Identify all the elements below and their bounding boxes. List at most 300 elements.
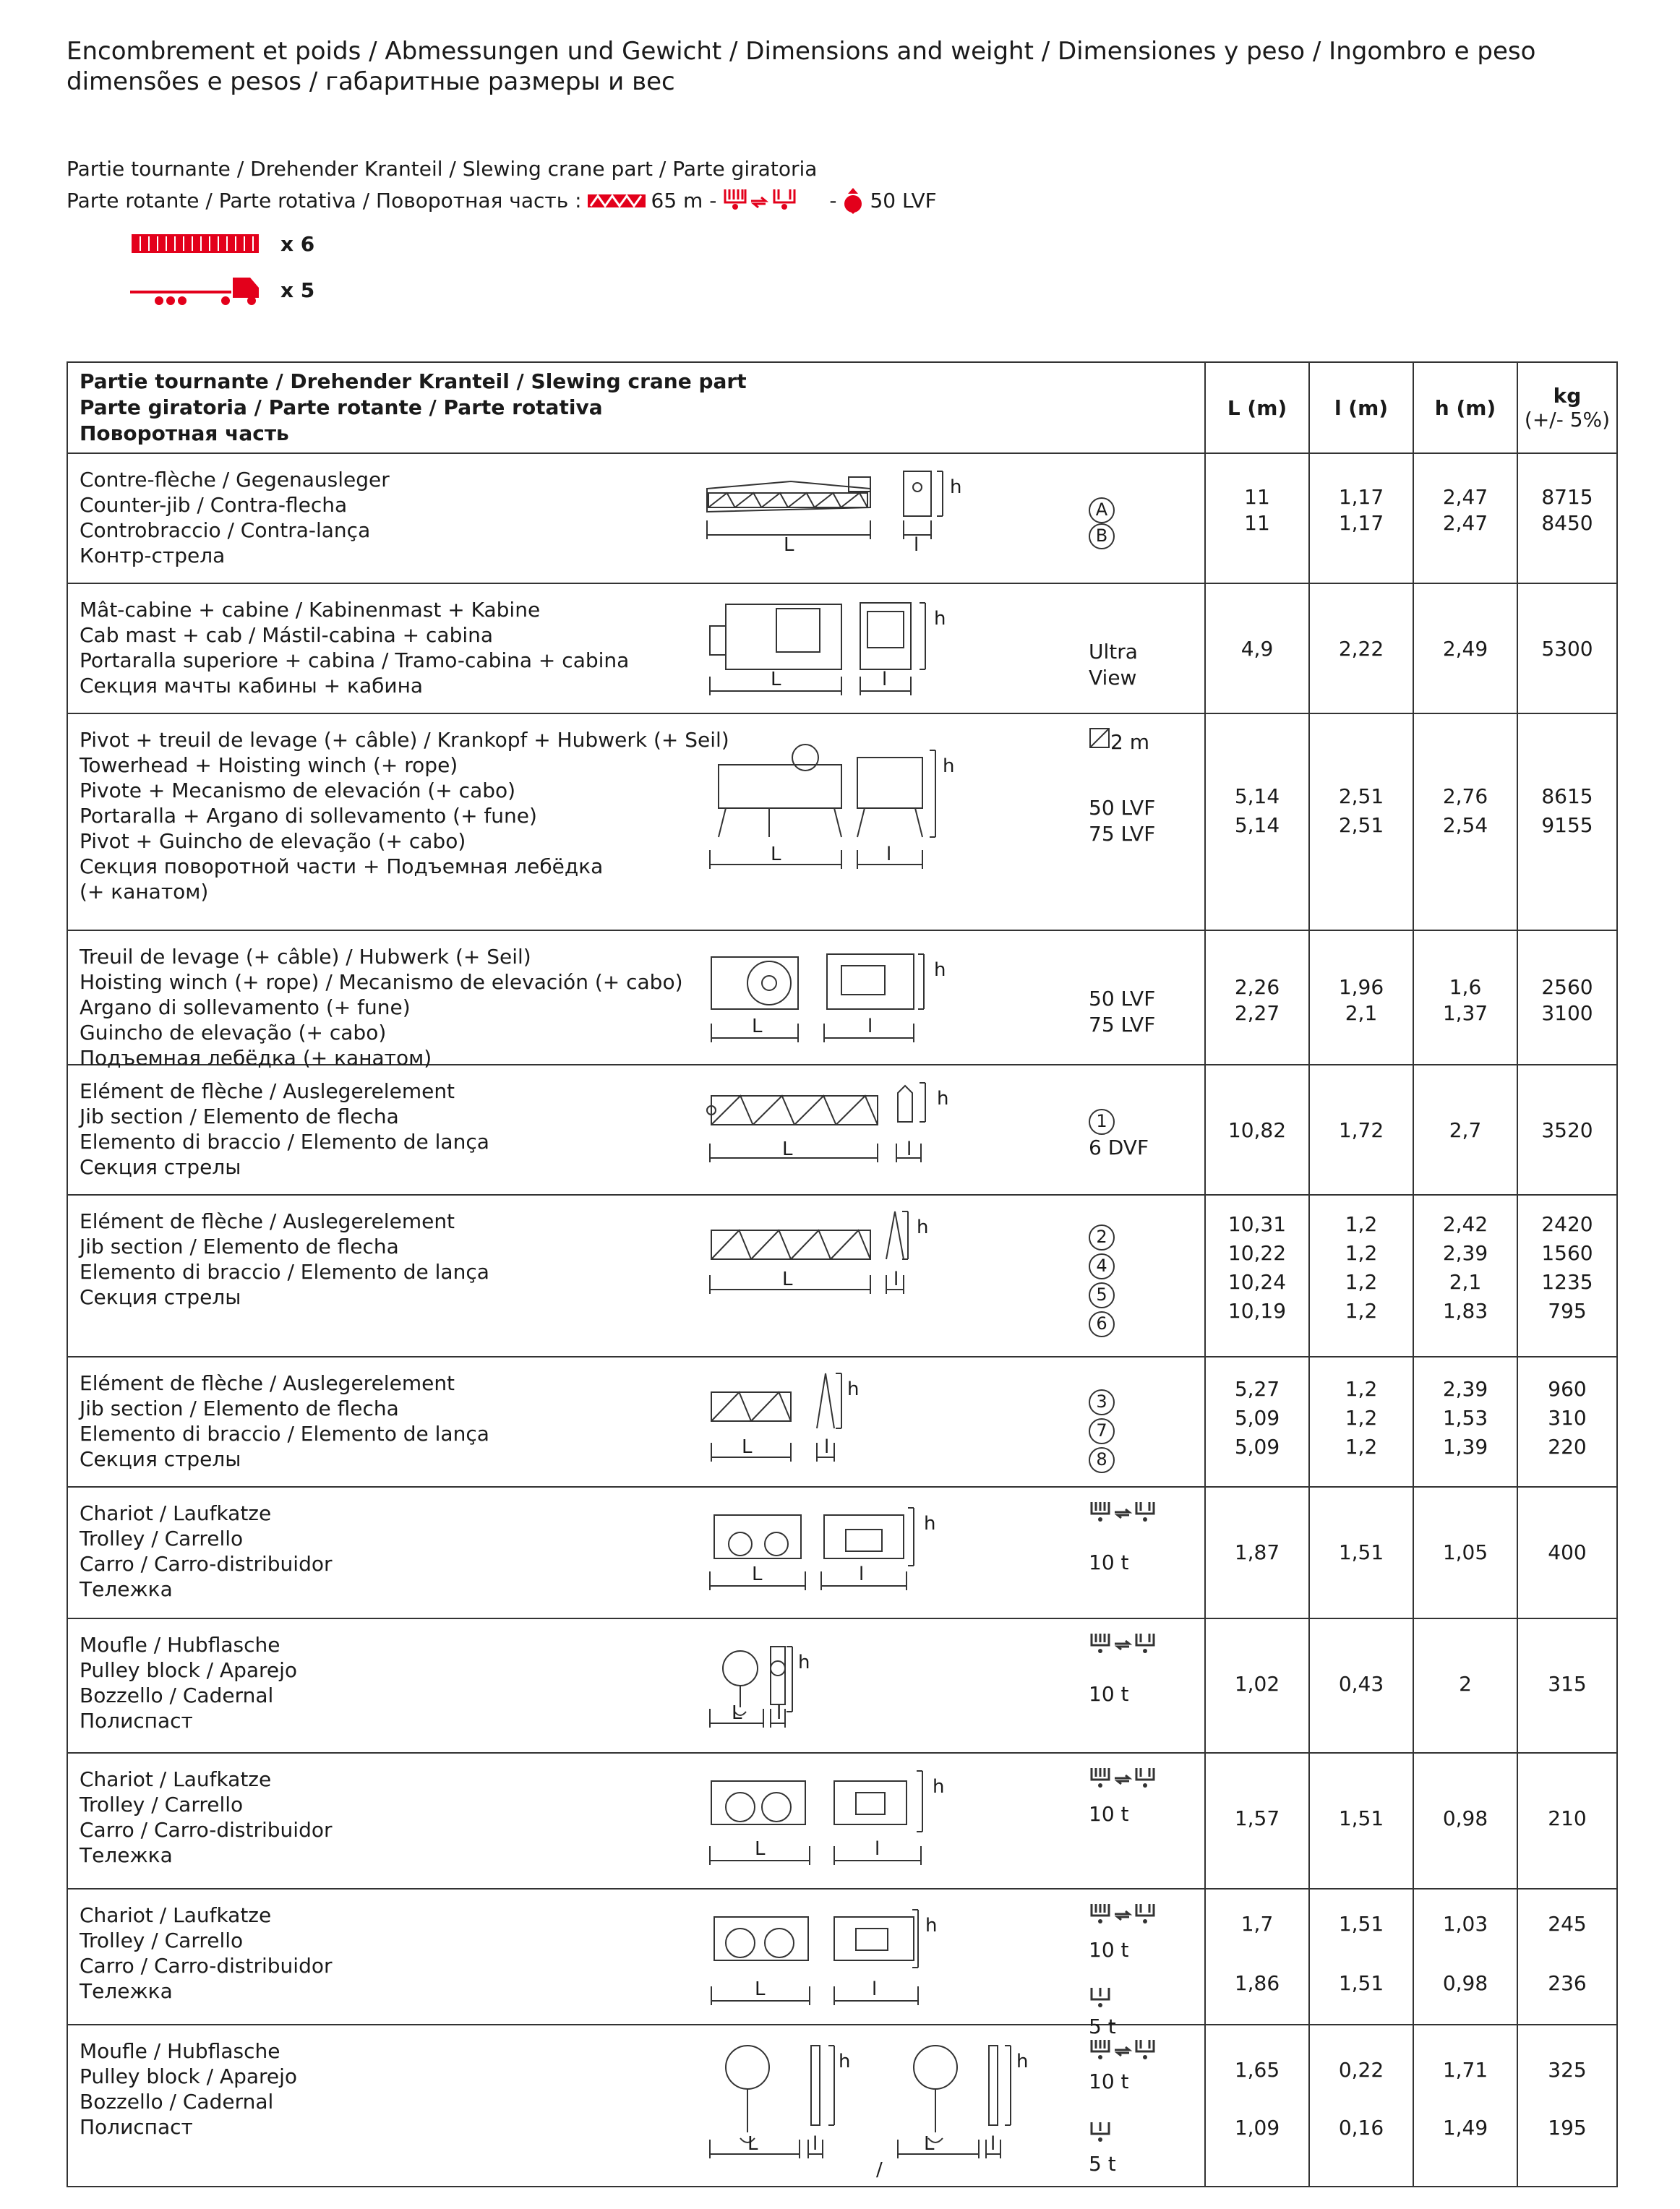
svg-text:h: h [1016, 2051, 1029, 2072]
value: 11 [1244, 485, 1270, 509]
variant-label [1089, 1223, 1115, 1251]
value-cell-kg [1517, 453, 1617, 583]
table-row [67, 1753, 1617, 1889]
value: 4,9 [1240, 637, 1274, 661]
variant-capacity: 10 t [1089, 1802, 1129, 1826]
value: 8715 [1541, 485, 1593, 509]
variant-label [1089, 1012, 1155, 1038]
value: 2420 [1541, 1212, 1593, 1236]
variant-circle: A [1089, 497, 1115, 523]
value: 2,26 [1234, 975, 1280, 999]
component-drawing [704, 736, 993, 885]
value: 795 [1548, 1299, 1587, 1323]
component-description [80, 1903, 333, 2004]
value: 2,76 [1442, 784, 1488, 808]
variant-icon [1089, 1632, 1175, 1663]
value: 1,96 [1338, 975, 1384, 999]
dim-label: L [755, 1838, 766, 1860]
dim-label: l [859, 1564, 865, 1585]
value: 1,02 [1234, 1672, 1280, 1696]
value: 960 [1548, 1377, 1587, 1401]
variant-note: 6 DVF [1089, 1136, 1149, 1159]
value-cell-l [1309, 2025, 1413, 2187]
value: 236 [1548, 1971, 1587, 1995]
reeving-icon [1089, 1501, 1175, 1525]
component-cell [67, 1618, 1205, 1753]
description-line: Pulley block / Aparejo [80, 1658, 298, 1682]
value: 2,1 [1345, 1001, 1378, 1025]
header-height: h (m) [1413, 362, 1517, 453]
jib-config-icon [588, 192, 646, 210]
truck-count: x 5 [280, 278, 315, 302]
description-line: Chariot / Laufkatze [80, 1903, 272, 1927]
value: 400 [1548, 1540, 1587, 1564]
description-line: Chariot / Laufkatze [80, 1501, 272, 1525]
value-cell-h [1413, 1065, 1517, 1195]
value: 1,72 [1338, 1118, 1384, 1142]
variant-label [1089, 1281, 1115, 1308]
value: 210 [1548, 1806, 1587, 1830]
dim-label: L [782, 1138, 793, 1160]
component-drawing [704, 1903, 993, 2023]
description-line: Moufle / Hubflasche [80, 1633, 280, 1657]
value: 1,71 [1442, 2058, 1488, 2082]
description-line: Hoisting winch (+ rope) / Mecanismo de elevación (+ cabo) [80, 970, 683, 994]
description-line: Jib section / Elemento de flecha [80, 1235, 399, 1258]
dim-label: L [784, 534, 794, 556]
value: 1,2 [1345, 1377, 1378, 1401]
value-cell-kg [1517, 930, 1617, 1065]
value: 0,98 [1442, 1806, 1488, 1830]
header-title-line: Поворотная часть [80, 421, 289, 445]
subtitle-winch-model: 50 LVF [870, 189, 937, 213]
svg-text:h: h [934, 959, 946, 981]
reeving-icon [1089, 1767, 1175, 1791]
table-row [67, 583, 1617, 713]
dim-label: l [867, 1016, 873, 1037]
description-line: Полиспаст [80, 2115, 193, 2139]
variant-column [1089, 944, 1197, 1063]
variant-circle: B [1089, 523, 1115, 549]
dim-label: L [752, 1564, 763, 1585]
value: 1,83 [1442, 1299, 1488, 1323]
variant-circle: 1 [1089, 1109, 1115, 1135]
header-component [67, 362, 1205, 453]
value: 1,2 [1345, 1435, 1378, 1459]
value-cell-h [1413, 1889, 1517, 2025]
component-cell [67, 1065, 1205, 1195]
variant-column [1089, 1903, 1197, 2038]
value: 2,7 [1449, 1118, 1482, 1142]
header-length: L (m) [1205, 362, 1309, 453]
reeving-icon [1089, 1632, 1175, 1657]
svg-text:h: h [847, 1378, 860, 1400]
variant-circle: 2 [1089, 1224, 1115, 1251]
description-line: Controbraccio / Contra-lança [80, 518, 371, 542]
variant-column [1089, 727, 1197, 928]
description-line: Contre-flèche / Gegenausleger [80, 468, 390, 492]
value: 10,31 [1227, 1212, 1287, 1236]
component-description [80, 2038, 297, 2140]
subtitle-line-1: Partie tournante / Drehender Kranteil / Slewing crane part / Parte giratoria [67, 157, 818, 181]
component-cell [67, 1195, 1205, 1357]
description-line: Тележка [80, 1979, 173, 2003]
description-line: Контр-стрела [80, 544, 226, 567]
value: 1,87 [1234, 1540, 1280, 1564]
value-cell-h [1413, 930, 1517, 1065]
dim-label: l [914, 534, 920, 556]
variant-column [1089, 467, 1197, 581]
value-cell-l [1309, 1618, 1413, 1753]
hook-reeving-icon [722, 186, 823, 215]
variant-icon [1089, 1501, 1175, 1532]
value-cell-l [1309, 1487, 1413, 1618]
variant-circle: 7 [1089, 1418, 1115, 1444]
value: 1,2 [1345, 1241, 1378, 1265]
variant-column [1089, 1209, 1197, 1355]
value: 2,1 [1449, 1270, 1482, 1294]
component-drawing [704, 2038, 1051, 2188]
description-line: Portaralla superiore + cabina / Tramo-cabina + cabina [80, 648, 630, 672]
value-cell-l [1205, 1889, 1309, 2025]
value-cell-l [1205, 713, 1309, 930]
description-line: Тележка [80, 1843, 173, 1867]
container-count: x 6 [280, 231, 315, 256]
value-cell-h [1413, 713, 1517, 930]
header-title-line: Parte giratoria / Parte rotante / Parte rotativa [80, 395, 603, 419]
svg-text:h: h [934, 608, 946, 630]
component-cell [67, 1487, 1205, 1618]
value: 2,27 [1234, 1001, 1280, 1025]
variant-label [1089, 1107, 1115, 1135]
dim-label: l [875, 1838, 880, 1860]
value: 1,2 [1345, 1212, 1378, 1236]
value-cell-l [1309, 1065, 1413, 1195]
value-cell-l [1309, 453, 1413, 583]
component-drawing [704, 1632, 993, 1753]
component-cell [67, 453, 1205, 583]
svg-text:/: / [876, 2159, 883, 2181]
value-cell-l [1309, 1195, 1413, 1357]
value: 1,05 [1442, 1540, 1488, 1564]
table-row [67, 1487, 1617, 1618]
variant-label [1089, 1446, 1115, 1473]
variant-text: Ultra [1089, 640, 1138, 664]
value: 1,2 [1345, 1406, 1378, 1430]
value: 1,53 [1442, 1406, 1488, 1430]
component-description [80, 1501, 333, 1602]
value-cell-l [1309, 1753, 1413, 1889]
component-cell [67, 2025, 1205, 2187]
description-line: Elément de flèche / Auslegerelement [80, 1079, 455, 1103]
value: 3100 [1541, 1001, 1593, 1025]
variant-label [1089, 821, 1155, 847]
value: 1,57 [1234, 1806, 1280, 1830]
description-line: Тележка [80, 1577, 173, 1601]
variant-column [1089, 1767, 1197, 1887]
description-line: Mât-cabine + cabine / Kabinenmast + Kabine [80, 598, 541, 622]
container-legend [130, 231, 314, 256]
header-weight-tolerance: (+/- 5%) [1524, 408, 1611, 432]
value: 10,24 [1227, 1270, 1287, 1294]
description-line: Moufle / Hubflasche [80, 2039, 280, 2063]
dim-label: l [872, 1978, 878, 2000]
variant-label [1089, 639, 1138, 665]
value: 2,51 [1338, 784, 1384, 808]
component-drawing [704, 1078, 993, 1192]
variant-capacity: 5 t [1089, 2152, 1116, 2176]
dim-label: l [824, 1436, 830, 1458]
value-cell-kg [1517, 1487, 1617, 1618]
variant-circle: 4 [1089, 1253, 1115, 1279]
value: 2,51 [1338, 813, 1384, 837]
dim-label: l [893, 1269, 899, 1290]
description-line: Carro / Carro-distribuidor [80, 1954, 333, 1978]
value-cell-kg [1517, 1357, 1617, 1487]
header-width: l (m) [1309, 362, 1413, 453]
variant-column [1089, 1078, 1197, 1193]
dimensions-table [67, 361, 1618, 2187]
description-line: Jib section / Elemento de flecha [80, 1104, 399, 1128]
reeving-icon [1089, 2038, 1175, 2063]
value: 1,51 [1338, 1806, 1384, 1830]
value-cell-l [1309, 583, 1413, 713]
value: 1,51 [1338, 1971, 1384, 1995]
description-line: Carro / Carro-distribuidor [80, 1818, 333, 1842]
value: 310 [1548, 1406, 1587, 1430]
svg-text:h: h [925, 1915, 938, 1936]
value: 315 [1548, 1672, 1587, 1696]
value-cell-kg [1517, 713, 1617, 930]
value-cell-h [1413, 1487, 1517, 1618]
variant-column [1089, 1632, 1197, 1751]
table-row [67, 1618, 1617, 1753]
variant-text: 75 LVF [1089, 822, 1156, 846]
component-drawing [704, 597, 993, 711]
variant-circle: 5 [1089, 1282, 1115, 1308]
component-cell [67, 1753, 1205, 1889]
truck-legend [130, 272, 314, 308]
component-description [80, 597, 629, 698]
component-drawing [704, 1501, 993, 1614]
value-cell-l [1205, 1065, 1309, 1195]
value: 1,37 [1442, 1001, 1488, 1025]
description-line: Elément de flèche / Auslegerelement [80, 1371, 455, 1395]
variant-column [1089, 2038, 1197, 2184]
dim-label: L [771, 669, 781, 690]
variant-label: 2 m [1110, 730, 1149, 754]
description-line: Секция стрелы [80, 1447, 241, 1471]
value: 195 [1548, 2116, 1587, 2140]
value: 5,14 [1234, 813, 1280, 837]
section-subtitle [67, 153, 937, 217]
variant-icon [1089, 1903, 1175, 1934]
description-line: Секция мачты кабины + кабина [80, 674, 424, 698]
dim-label: L [742, 1436, 753, 1458]
description-line: Секция поворотной части + Подъемная лебёдка [80, 854, 604, 878]
svg-text:h: h [950, 476, 962, 498]
variant-slope [1089, 727, 1149, 755]
variant-circle: 3 [1089, 1389, 1115, 1415]
value-cell-kg [1517, 1618, 1617, 1753]
value: 10,19 [1227, 1299, 1287, 1323]
page-title-line-1: Encombrement et poids / Abmessungen und Gewicht / Dimensions and weight / Dimensiones y peso / Ingombro e peso [67, 37, 1536, 66]
value: 5,09 [1234, 1435, 1280, 1459]
value: 1,86 [1234, 1971, 1280, 1995]
dim-label: L [732, 1702, 742, 1724]
table-header-row [67, 362, 1617, 453]
variant-label [1089, 1417, 1115, 1444]
description-line: (+ канатом) [80, 880, 209, 904]
description-line: Elemento di braccio / Elemento de lança [80, 1422, 489, 1446]
variant-icon [1089, 2038, 1175, 2069]
value: 1,51 [1338, 1540, 1384, 1564]
value: 1235 [1541, 1270, 1593, 1294]
value-cell-kg [1517, 1889, 1617, 2025]
component-description [80, 1632, 297, 1733]
reeving-icon [1089, 1903, 1175, 1927]
value: 245 [1548, 1912, 1587, 1936]
value: 1,51 [1338, 1912, 1384, 1936]
description-line: Bozzello / Cadernal [80, 1683, 274, 1707]
description-line: Carro / Carro-distribuidor [80, 1552, 333, 1576]
description-line: Chariot / Laufkatze [80, 1767, 272, 1791]
dim-label: L [747, 2133, 758, 2155]
value-cell-l [1309, 1357, 1413, 1487]
value: 1,09 [1234, 2116, 1280, 2140]
value: 5,09 [1234, 1406, 1280, 1430]
description-line: Подъемная лебёдка (+ канатом) [80, 1046, 432, 1070]
variant-text: 50 LVF [1089, 987, 1156, 1011]
value: 2,22 [1338, 637, 1384, 661]
variant-text: 75 LVF [1089, 1013, 1156, 1037]
description-line: Trolley / Carrello [80, 1793, 244, 1816]
variant-label [1089, 496, 1115, 523]
description-line: Pulley block / Aparejo [80, 2064, 298, 2088]
variant-icon [1089, 1986, 1118, 2017]
value-cell-l [1205, 453, 1309, 583]
dim-label: l [990, 2133, 996, 2155]
svg-text:h: h [917, 1217, 929, 1238]
variant-capacity: 10 t [1089, 1938, 1129, 1962]
value-cell-l [1205, 1357, 1309, 1487]
description-line: Portaralla + Argano di sollevamento (+ fune) [80, 804, 537, 828]
component-cell [67, 713, 1205, 930]
dim-label: l [907, 1138, 912, 1160]
value: 0,16 [1338, 2116, 1384, 2140]
description-line: Jib section / Elemento de flecha [80, 1397, 399, 1420]
description-line: Guincho de elevação (+ cabo) [80, 1021, 387, 1045]
value: 1560 [1541, 1241, 1593, 1265]
component-cell [67, 583, 1205, 713]
value: 1,2 [1345, 1299, 1378, 1323]
slope-icon [1089, 727, 1110, 749]
variant-label [1089, 1388, 1115, 1415]
value-cell-h [1413, 1195, 1517, 1357]
value: 0,22 [1338, 2058, 1384, 2082]
description-line: Treuil de levage (+ câble) / Hubwerk (+ Seil) [80, 945, 531, 969]
table-row [67, 2025, 1617, 2187]
component-description [80, 1371, 489, 1472]
value-cell-l [1205, 1195, 1309, 1357]
value-cell-h [1413, 583, 1517, 713]
variant-column [1089, 597, 1197, 711]
variant-text: 50 LVF [1089, 796, 1156, 820]
variant-capacity: 10 t [1089, 2069, 1129, 2093]
variant-label [1089, 795, 1155, 821]
variant-column [1089, 1501, 1197, 1616]
value: 10,22 [1227, 1241, 1287, 1265]
component-cell [67, 1889, 1205, 2038]
variant-label [1089, 522, 1115, 549]
variant-label [1089, 1252, 1115, 1279]
description-line: Elemento di braccio / Elemento de lança [80, 1260, 489, 1284]
value: 5,14 [1234, 784, 1280, 808]
svg-text:h: h [924, 1513, 936, 1535]
value: 11 [1244, 511, 1270, 535]
variant-text: View [1089, 666, 1137, 690]
value: 1,6 [1449, 975, 1482, 999]
variant-circle: 6 [1089, 1311, 1115, 1337]
value: 220 [1548, 1435, 1587, 1459]
value: 3520 [1541, 1118, 1593, 1142]
value: 2,39 [1442, 1241, 1488, 1265]
value: 10,82 [1227, 1118, 1287, 1142]
svg-text:h: h [937, 1088, 949, 1110]
value: 5300 [1541, 637, 1593, 661]
description-line: Секция стрелы [80, 1155, 241, 1179]
value: 1,17 [1338, 485, 1384, 509]
dim-label: L [771, 844, 781, 865]
value: 9155 [1541, 813, 1593, 837]
subtitle-prefix: Parte rotante / Parte rotativa / Поворотная часть : [67, 189, 582, 213]
value: 1,39 [1442, 1435, 1488, 1459]
variant-label [1089, 665, 1136, 691]
value-cell-kg [1517, 1065, 1617, 1195]
component-drawing [704, 1209, 993, 1322]
subtitle-jib-length: 65 m - [651, 189, 717, 213]
value: 1,7 [1240, 1912, 1274, 1936]
component-drawing [704, 1371, 993, 1484]
dim-label: l [886, 844, 892, 865]
variant-capacity: 10 t [1089, 1682, 1129, 1706]
subtitle-line-2 [67, 185, 937, 217]
table-row [67, 1065, 1617, 1195]
dim-label: L [755, 1978, 766, 2000]
variant-icon [1089, 1767, 1175, 1798]
variant-label [1089, 1310, 1115, 1337]
dim-label: L [752, 1016, 763, 1037]
component-cell [67, 1357, 1205, 1487]
table-row [67, 930, 1617, 1065]
component-drawing [704, 944, 993, 1072]
value-cell-l [1205, 1487, 1309, 1618]
value: 1,2 [1345, 1270, 1378, 1294]
description-line: Секция стрелы [80, 1285, 241, 1309]
description-line: Cab mast + cab / Mástil-cabina + cabina [80, 623, 494, 647]
svg-text:h: h [933, 1776, 945, 1798]
variant-capacity: 5 t [1089, 2015, 1116, 2038]
description-line: Argano di sollevamento (+ fune) [80, 995, 411, 1019]
svg-text:h: h [943, 755, 955, 777]
description-line: Trolley / Carrello [80, 1929, 244, 1952]
value: 1,65 [1234, 2058, 1280, 2082]
component-cell [67, 930, 1205, 1070]
value: 325 [1548, 2058, 1587, 2082]
hook-icon [1089, 2121, 1118, 2145]
description-line: Pivot + treuil de levage (+ câble) / Krankopf + Hubwerk (+ Seil) [80, 728, 729, 752]
value-cell-l [1309, 713, 1413, 930]
